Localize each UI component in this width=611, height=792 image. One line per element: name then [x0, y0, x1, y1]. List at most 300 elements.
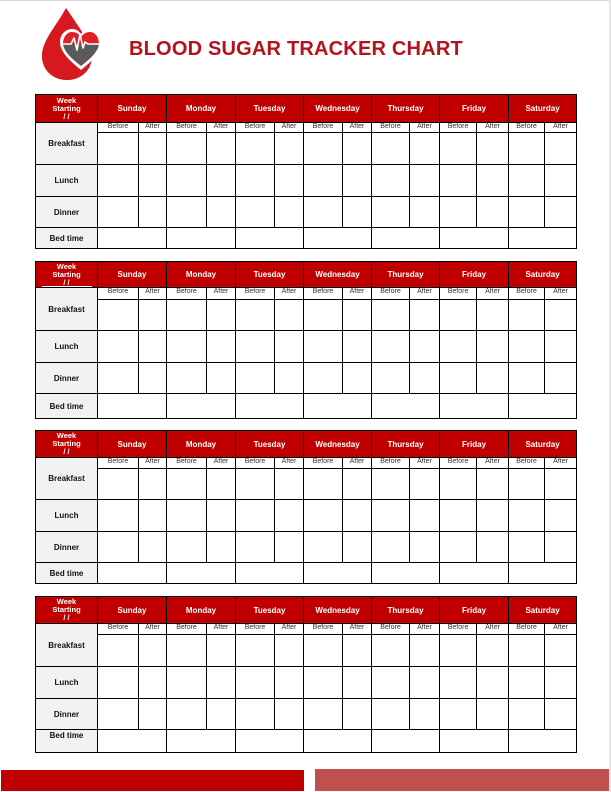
entry-cell[interactable] [372, 197, 410, 228]
entry-cell[interactable] [545, 667, 577, 699]
bedtime-cell[interactable] [509, 394, 577, 419]
entry-cell[interactable] [304, 300, 343, 331]
entry-cell[interactable] [343, 699, 372, 730]
entry-cell[interactable] [343, 635, 372, 667]
entry-cell[interactable] [545, 133, 577, 165]
entry-cell[interactable] [236, 133, 275, 165]
bedtime-cell[interactable] [509, 228, 577, 249]
row-label-breakfast: Breakfast [36, 458, 98, 500]
entry-cell[interactable] [275, 331, 304, 363]
entry-cell[interactable] [372, 469, 410, 500]
entry-cell[interactable] [304, 133, 343, 165]
bedtime-cell[interactable] [372, 730, 440, 753]
day-header-tuesday: Tuesday [236, 431, 304, 458]
entry-cell[interactable] [304, 500, 343, 532]
day-header-saturday: Saturday [509, 95, 577, 123]
entry-cell[interactable] [477, 300, 509, 331]
bedtime-cell[interactable] [236, 730, 304, 753]
sub-before: Before [304, 288, 343, 300]
entry-cell[interactable] [440, 532, 477, 563]
entry-cell[interactable] [275, 133, 304, 165]
sub-before: Before [167, 458, 207, 469]
sub-after: After [275, 624, 304, 635]
entry-cell[interactable] [98, 635, 139, 667]
entry-cell[interactable] [372, 165, 410, 197]
entry-cell[interactable] [167, 197, 207, 228]
bedtime-cell[interactable] [304, 228, 372, 249]
entry-cell[interactable] [167, 133, 207, 165]
sub-after: After [139, 123, 167, 133]
sub-before: Before [440, 458, 477, 469]
sub-after: After [343, 458, 372, 469]
entry-cell[interactable] [477, 500, 509, 532]
sub-before: Before [372, 288, 410, 300]
sub-before: Before [372, 458, 410, 469]
day-header-friday: Friday [440, 262, 509, 288]
entry-cell[interactable] [440, 197, 477, 228]
entry-cell[interactable] [440, 133, 477, 165]
entry-cell[interactable] [167, 331, 207, 363]
entry-cell[interactable] [236, 300, 275, 331]
entry-cell[interactable] [167, 699, 207, 730]
entry-cell[interactable] [343, 363, 372, 394]
entry-cell[interactable] [139, 667, 167, 699]
entry-cell[interactable] [509, 331, 545, 363]
day-header-saturday: Saturday [509, 431, 577, 458]
sub-before: Before [167, 288, 207, 300]
bedtime-cell[interactable] [98, 228, 167, 249]
week-starting-field[interactable]: Week Starting / / [36, 262, 98, 288]
entry-cell[interactable] [372, 133, 410, 165]
week-block-3 [35, 430, 577, 584]
sub-after: After [275, 288, 304, 300]
entry-cell[interactable] [440, 635, 477, 667]
entry-cell[interactable] [207, 133, 236, 165]
day-header-thursday: Thursday [372, 431, 440, 458]
sub-after: After [207, 624, 236, 635]
sub-after: After [139, 288, 167, 300]
entry-cell[interactable] [440, 500, 477, 532]
entry-cell[interactable] [236, 197, 275, 228]
day-header-wednesday: Wednesday [304, 262, 372, 288]
entry-cell[interactable] [545, 165, 577, 197]
entry-cell[interactable] [343, 331, 372, 363]
sub-after: After [275, 458, 304, 469]
entry-cell[interactable] [509, 635, 545, 667]
entry-cell[interactable] [545, 469, 577, 500]
entry-cell[interactable] [236, 635, 275, 667]
entry-cell[interactable] [98, 133, 139, 165]
sub-before: Before [304, 123, 343, 133]
sub-before: Before [440, 288, 477, 300]
entry-cell[interactable] [207, 363, 236, 394]
day-header-tuesday: Tuesday [236, 597, 304, 624]
bedtime-cell[interactable] [98, 730, 167, 753]
sub-before: Before [440, 624, 477, 635]
bedtime-cell[interactable] [236, 228, 304, 249]
row-label-bedtime: Bed time [36, 730, 98, 753]
entry-cell[interactable] [304, 667, 343, 699]
entry-cell[interactable] [236, 699, 275, 730]
entry-cell[interactable] [207, 165, 236, 197]
bedtime-cell[interactable] [440, 228, 509, 249]
sub-before: Before [509, 123, 545, 133]
entry-cell[interactable] [440, 667, 477, 699]
entry-cell[interactable] [98, 667, 139, 699]
entry-cell[interactable] [275, 667, 304, 699]
entry-cell[interactable] [167, 469, 207, 500]
day-header-wednesday: Wednesday [304, 95, 372, 123]
day-header-sunday: Sunday [98, 431, 167, 458]
entry-cell[interactable] [509, 532, 545, 563]
week-starting-field[interactable]: Week Starting / / [36, 95, 98, 123]
entry-cell[interactable] [139, 165, 167, 197]
entry-cell[interactable] [440, 165, 477, 197]
entry-cell[interactable] [207, 500, 236, 532]
bedtime-cell[interactable] [440, 730, 509, 753]
sub-after: After [545, 458, 577, 469]
day-header-tuesday: Tuesday [236, 262, 304, 288]
page-top-edge [0, 0, 611, 1]
entry-cell[interactable] [236, 363, 275, 394]
entry-cell[interactable] [275, 699, 304, 730]
day-header-sunday: Sunday [98, 597, 167, 624]
entry-cell[interactable] [509, 469, 545, 500]
entry-cell[interactable] [545, 532, 577, 563]
row-label-bedtime: Bed time [36, 563, 98, 584]
entry-cell[interactable] [167, 635, 207, 667]
entry-cell[interactable] [477, 532, 509, 563]
entry-cell[interactable] [477, 165, 509, 197]
entry-cell[interactable] [304, 469, 343, 500]
entry-cell[interactable] [440, 469, 477, 500]
entry-cell[interactable] [207, 667, 236, 699]
entry-cell[interactable] [509, 300, 545, 331]
entry-cell[interactable] [275, 197, 304, 228]
entry-cell[interactable] [236, 532, 275, 563]
entry-cell[interactable] [343, 300, 372, 331]
entry-cell[interactable] [275, 363, 304, 394]
row-label-breakfast: Breakfast [36, 123, 98, 165]
entry-cell[interactable] [236, 331, 275, 363]
entry-cell[interactable] [139, 500, 167, 532]
entry-cell[interactable] [410, 197, 440, 228]
entry-cell[interactable] [236, 165, 275, 197]
entry-cell[interactable] [343, 165, 372, 197]
entry-cell[interactable] [304, 363, 343, 394]
entry-cell[interactable] [275, 469, 304, 500]
entry-cell[interactable] [372, 635, 410, 667]
entry-cell[interactable] [477, 133, 509, 165]
bedtime-cell[interactable] [167, 730, 236, 753]
sub-after: After [545, 624, 577, 635]
bedtime-cell[interactable] [167, 563, 236, 584]
entry-cell[interactable] [167, 165, 207, 197]
day-header-monday: Monday [167, 597, 236, 624]
sub-after: After [139, 624, 167, 635]
entry-cell[interactable] [440, 363, 477, 394]
entry-cell[interactable] [167, 667, 207, 699]
day-header-thursday: Thursday [372, 95, 440, 123]
footer-bar-right [315, 769, 609, 791]
entry-cell[interactable] [98, 500, 139, 532]
entry-cell[interactable] [139, 300, 167, 331]
bedtime-cell[interactable] [98, 563, 167, 584]
entry-cell[interactable] [275, 165, 304, 197]
entry-cell[interactable] [304, 532, 343, 563]
bedtime-cell[interactable] [236, 394, 304, 419]
week-block-4 [35, 596, 577, 753]
sub-after: After [343, 288, 372, 300]
entry-cell[interactable] [372, 532, 410, 563]
entry-cell[interactable] [207, 532, 236, 563]
entry-cell[interactable] [509, 165, 545, 197]
bedtime-cell[interactable] [372, 228, 440, 249]
entry-cell[interactable] [477, 469, 509, 500]
entry-cell[interactable] [207, 699, 236, 730]
day-header-friday: Friday [440, 597, 509, 624]
bedtime-cell[interactable] [509, 563, 577, 584]
sub-before: Before [440, 123, 477, 133]
bedtime-cell[interactable] [440, 394, 509, 419]
entry-cell[interactable] [139, 699, 167, 730]
sub-before: Before [98, 123, 139, 133]
entry-cell[interactable] [304, 331, 343, 363]
sub-after: After [545, 288, 577, 300]
day-header-monday: Monday [167, 431, 236, 458]
entry-cell[interactable] [139, 469, 167, 500]
entry-cell[interactable] [410, 300, 440, 331]
entry-cell[interactable] [440, 300, 477, 331]
week-block-1 [35, 94, 577, 249]
entry-cell[interactable] [167, 532, 207, 563]
sub-after: After [343, 624, 372, 635]
entry-cell[interactable] [167, 500, 207, 532]
sub-before: Before [509, 458, 545, 469]
sub-after: After [477, 624, 509, 635]
entry-cell[interactable] [207, 197, 236, 228]
entry-cell[interactable] [372, 667, 410, 699]
entry-cell[interactable] [343, 197, 372, 228]
bedtime-cell[interactable] [167, 394, 236, 419]
entry-cell[interactable] [410, 363, 440, 394]
sub-after: After [410, 624, 440, 635]
entry-cell[interactable] [275, 532, 304, 563]
sub-before: Before [304, 458, 343, 469]
entry-cell[interactable] [207, 635, 236, 667]
entry-cell[interactable] [139, 363, 167, 394]
entry-cell[interactable] [509, 667, 545, 699]
entry-cell[interactable] [98, 532, 139, 563]
sub-before: Before [236, 458, 275, 469]
entry-cell[interactable] [545, 635, 577, 667]
entry-cell[interactable] [509, 363, 545, 394]
row-label-dinner: Dinner [36, 699, 98, 730]
sub-before: Before [167, 624, 207, 635]
entry-cell[interactable] [477, 699, 509, 730]
entry-cell[interactable] [509, 500, 545, 532]
day-header-sunday: Sunday [98, 262, 167, 288]
day-header-thursday: Thursday [372, 597, 440, 624]
entry-cell[interactable] [343, 532, 372, 563]
entry-cell[interactable] [545, 197, 577, 228]
entry-cell[interactable] [410, 469, 440, 500]
entry-cell[interactable] [477, 197, 509, 228]
week-starting-field[interactable]: Week Starting / / [36, 431, 98, 458]
week-block-2 [35, 261, 577, 419]
entry-cell[interactable] [98, 331, 139, 363]
sub-after: After [207, 123, 236, 133]
row-label-lunch: Lunch [36, 165, 98, 197]
entry-cell[interactable] [343, 500, 372, 532]
sub-before: Before [98, 458, 139, 469]
entry-cell[interactable] [440, 699, 477, 730]
sub-after: After [477, 458, 509, 469]
row-label-dinner: Dinner [36, 363, 98, 394]
entry-cell[interactable] [410, 500, 440, 532]
entry-cell[interactable] [236, 667, 275, 699]
sub-after: After [410, 123, 440, 133]
entry-cell[interactable] [509, 197, 545, 228]
entry-cell[interactable] [477, 667, 509, 699]
entry-cell[interactable] [372, 363, 410, 394]
entry-cell[interactable] [207, 331, 236, 363]
entry-cell[interactable] [207, 469, 236, 500]
entry-cell[interactable] [410, 133, 440, 165]
entry-cell[interactable] [545, 500, 577, 532]
entry-cell[interactable] [304, 197, 343, 228]
bedtime-cell[interactable] [167, 228, 236, 249]
sub-after: After [207, 458, 236, 469]
entry-cell[interactable] [139, 331, 167, 363]
sub-after: After [207, 288, 236, 300]
entry-cell[interactable] [410, 532, 440, 563]
entry-cell[interactable] [545, 363, 577, 394]
entry-cell[interactable] [477, 635, 509, 667]
footer-bar-left [1, 770, 304, 791]
day-header-wednesday: Wednesday [304, 597, 372, 624]
row-label-bedtime: Bed time [36, 394, 98, 419]
sub-before: Before [236, 288, 275, 300]
row-label-breakfast: Breakfast [36, 624, 98, 667]
entry-cell[interactable] [304, 635, 343, 667]
sub-before: Before [509, 624, 545, 635]
entry-cell[interactable] [236, 500, 275, 532]
entry-cell[interactable] [139, 133, 167, 165]
entry-cell[interactable] [207, 300, 236, 331]
entry-cell[interactable] [98, 165, 139, 197]
bedtime-cell[interactable] [304, 730, 372, 753]
week-starting-field[interactable]: Week Starting / / [36, 597, 98, 624]
day-header-saturday: Saturday [509, 262, 577, 288]
sub-before: Before [304, 624, 343, 635]
entry-cell[interactable] [545, 300, 577, 331]
entry-cell[interactable] [410, 165, 440, 197]
sub-before: Before [509, 288, 545, 300]
sub-after: After [343, 123, 372, 133]
entry-cell[interactable] [98, 699, 139, 730]
blood-drop-heart-ecg-icon [36, 6, 106, 82]
day-header-friday: Friday [440, 431, 509, 458]
entry-cell[interactable] [275, 500, 304, 532]
entry-cell[interactable] [275, 635, 304, 667]
bedtime-cell[interactable] [372, 394, 440, 419]
bedtime-cell[interactable] [304, 563, 372, 584]
row-label-bedtime: Bed time [36, 228, 98, 249]
row-label-lunch: Lunch [36, 331, 98, 363]
sub-before: Before [372, 123, 410, 133]
entry-cell[interactable] [304, 165, 343, 197]
entry-cell[interactable] [236, 469, 275, 500]
sub-after: After [545, 123, 577, 133]
row-label-lunch: Lunch [36, 500, 98, 532]
entry-cell[interactable] [275, 300, 304, 331]
entry-cell[interactable] [98, 197, 139, 228]
entry-cell[interactable] [410, 331, 440, 363]
entry-cell[interactable] [139, 532, 167, 563]
entry-cell[interactable] [477, 331, 509, 363]
entry-cell[interactable] [509, 699, 545, 730]
sub-before: Before [167, 123, 207, 133]
entry-cell[interactable] [545, 331, 577, 363]
sub-after: After [139, 458, 167, 469]
entry-cell[interactable] [372, 699, 410, 730]
day-header-saturday: Saturday [509, 597, 577, 624]
sub-after: After [410, 288, 440, 300]
entry-cell[interactable] [410, 635, 440, 667]
entry-cell[interactable] [139, 197, 167, 228]
row-label-breakfast: Breakfast [36, 288, 98, 331]
entry-cell[interactable] [372, 331, 410, 363]
bedtime-cell[interactable] [236, 563, 304, 584]
day-header-wednesday: Wednesday [304, 431, 372, 458]
entry-cell[interactable] [98, 300, 139, 331]
entry-cell[interactable] [372, 300, 410, 331]
entry-cell[interactable] [509, 133, 545, 165]
sub-before: Before [236, 624, 275, 635]
day-header-sunday: Sunday [98, 95, 167, 123]
bedtime-cell[interactable] [440, 563, 509, 584]
entry-cell[interactable] [477, 363, 509, 394]
day-header-monday: Monday [167, 95, 236, 123]
entry-cell[interactable] [98, 363, 139, 394]
entry-cell[interactable] [304, 699, 343, 730]
sub-before: Before [98, 624, 139, 635]
bedtime-cell[interactable] [509, 730, 577, 753]
entry-cell[interactable] [343, 667, 372, 699]
entry-cell[interactable] [343, 469, 372, 500]
entry-cell[interactable] [343, 133, 372, 165]
day-header-monday: Monday [167, 262, 236, 288]
bedtime-cell[interactable] [304, 394, 372, 419]
row-label-lunch: Lunch [36, 667, 98, 699]
entry-cell[interactable] [167, 363, 207, 394]
entry-cell[interactable] [139, 635, 167, 667]
bedtime-cell[interactable] [98, 394, 167, 419]
entry-cell[interactable] [410, 699, 440, 730]
sub-after: After [477, 288, 509, 300]
entry-cell[interactable] [98, 469, 139, 500]
entry-cell[interactable] [545, 699, 577, 730]
sub-after: After [477, 123, 509, 133]
sub-before: Before [98, 288, 139, 300]
entry-cell[interactable] [440, 331, 477, 363]
entry-cell[interactable] [410, 667, 440, 699]
bedtime-cell[interactable] [372, 563, 440, 584]
entry-cell[interactable] [167, 300, 207, 331]
entry-cell[interactable] [372, 500, 410, 532]
day-header-friday: Friday [440, 95, 509, 123]
